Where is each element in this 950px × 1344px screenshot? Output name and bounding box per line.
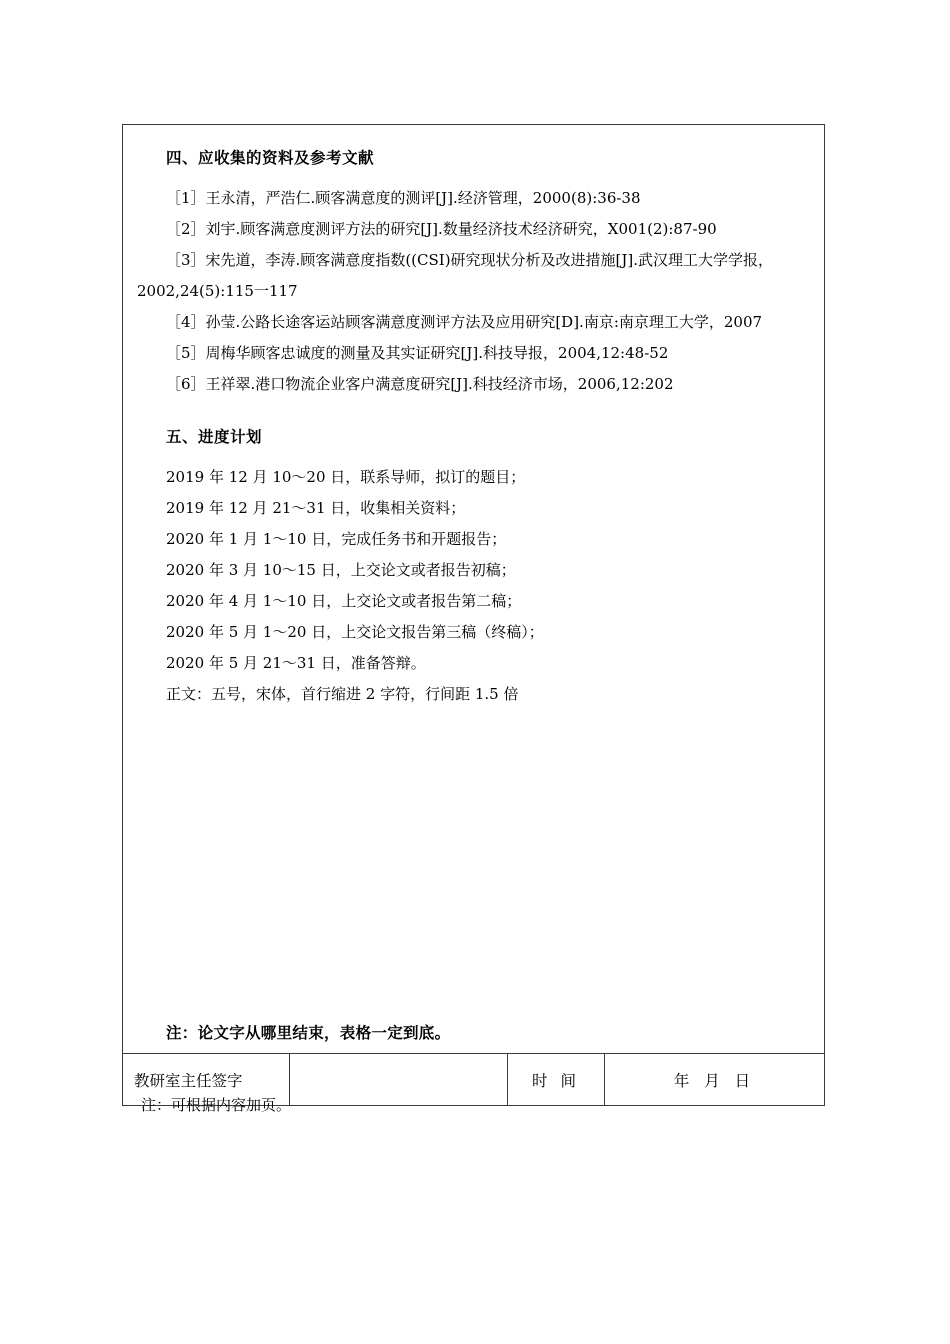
form-body-cell (123, 125, 824, 1053)
schedule-item: 2020 年 5 月 21～31 日，准备答辩。 (166, 654, 426, 672)
schedule-list (137, 462, 810, 710)
schedule-item: 2020 年 5 月 1～20 日，上交论文报告第三稿（终稿）； (166, 623, 544, 641)
reference-item: ［3］宋先道，李涛.顾客满意度指数((CSI)研究现状分析及改进措施[J].武汉理工大学学报，2002,24(5):115一117 (137, 250, 774, 300)
reference-item: ［1］王永清，严浩仁.顾客满意度的测评[J].经济管理，2000(8):36-38 (166, 188, 641, 207)
spacer-between-sections (123, 400, 824, 430)
spacer-after-schedule-heading (137, 445, 810, 462)
body-note: 注：论文字从哪里结束，表格一定到底。 (166, 1023, 451, 1042)
reference-item: ［4］孙莹.公路长途客运站顾客满意度测评方法及应用研究[D].南京:南京理工大学，2007 (166, 312, 763, 331)
spacer-top (123, 125, 824, 151)
schedule-item: 2020 年 4 月 1～10 日，上交论文或者报告第二稿； (166, 592, 522, 610)
section-heading-references: 四、应收集的资料及参考文献 (166, 149, 375, 167)
schedule-item: 2020 年 3 月 10～15 日，上交论文或者报告初稿； (166, 561, 516, 579)
signature-label-cell: 教研室主任签字 (123, 1054, 290, 1105)
section-schedule (123, 427, 824, 711)
spacer-after-references-heading (137, 167, 810, 183)
date-input-cell[interactable]: 年 月 日 (673, 1071, 756, 1090)
main-form-table (122, 124, 825, 1106)
schedule-item: 正文：五号，宋体，首行缩进 2 字符，行间距 1.5 倍 (166, 685, 519, 703)
schedule-item: 2019 年 12 月 21～31 日，收集相关资料； (166, 499, 466, 517)
schedule-item: 2020 年 1 月 1～10 日，完成任务书和开题报告； (166, 530, 507, 548)
signature-input-cell[interactable] (290, 1054, 508, 1105)
reference-list (137, 183, 810, 400)
reference-item: ［6］王祥翠.港口物流企业客户满意度研究[J].科技经济市场，2006,12:202 (166, 374, 674, 393)
reference-item: ［2］刘宇.顾客满意度测评方法的研究[J].数量经济技术经济研究，X001(2):87-90 (166, 219, 717, 238)
section-heading-schedule: 五、进度计划 (166, 427, 263, 446)
footer-note: 注：可根据内容加页。 (141, 1096, 292, 1114)
time-label-cell: 时 间 (508, 1054, 605, 1105)
schedule-item: 2019 年 12 月 10～20 日，联系导师，拟订的题目； (166, 468, 526, 486)
section-references (123, 151, 824, 400)
reference-item: ［5］周梅华顾客忠诚度的测量及其实证研究[J].科技导报，2004,12:48-52 (166, 343, 669, 362)
